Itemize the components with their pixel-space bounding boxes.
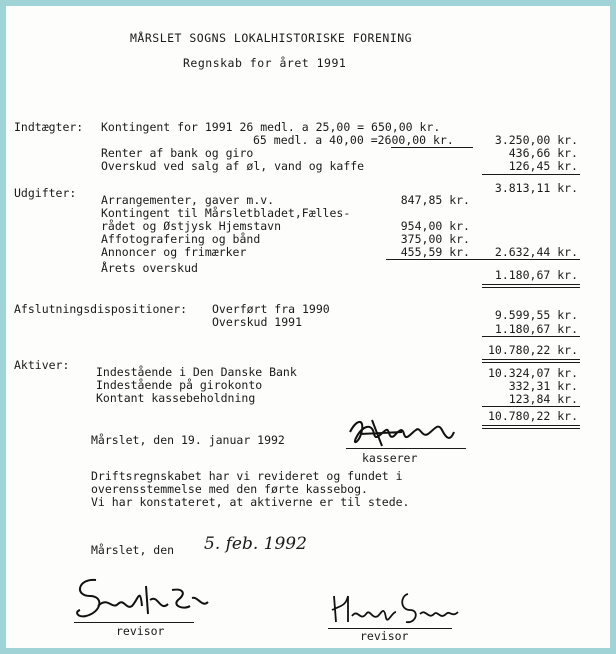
surplus-1991-amount: 1.180,67 kr.	[494, 322, 578, 336]
expense-desc: Annoncer og frimærker	[101, 245, 247, 259]
asset-amount: 123,84 kr.	[508, 392, 578, 406]
income-line-membership-65: 65 medl. a 40,00 =2600,00 kr.	[253, 133, 454, 147]
auditor-1-title: revisor	[116, 624, 165, 638]
underline	[391, 147, 473, 148]
annual-surplus-amount: 1.180,67 kr.	[494, 268, 578, 282]
treasurer-signature	[342, 412, 462, 452]
expenses-label: Udgifter:	[14, 186, 77, 200]
auditor-1-signature	[68, 566, 218, 626]
auditor-2-title: revisor	[360, 629, 409, 643]
accounts-document	[6, 6, 610, 648]
expenses-total: 2.632,44 kr.	[494, 245, 578, 259]
expense-desc: rådet og Østjysk Hjemstavn	[101, 219, 282, 233]
expense-desc: Arrangementer, gaver m.v.	[101, 193, 275, 207]
income-label: Indtægter:	[14, 120, 84, 134]
dispositions-total: 10.780,22 kr.	[487, 343, 578, 357]
underline	[386, 259, 580, 260]
surplus-1991-desc: Overskud 1991	[212, 315, 303, 329]
expense-amount: 375,00 kr.	[400, 232, 470, 246]
audit-place: Mårslet, den	[91, 543, 175, 557]
asset-amount: 332,31 kr.	[508, 379, 578, 393]
asset-desc: Indestående på girokonto	[96, 378, 263, 392]
income-sum: 3.813,11 kr.	[494, 181, 578, 195]
carried-over-desc: Overført fra 1990	[212, 302, 330, 316]
annual-surplus-label: Årets overskud	[101, 261, 198, 275]
expense-amount: 847,85 kr.	[400, 193, 470, 207]
treasurer-title: kasserer	[362, 451, 418, 465]
double-underline	[482, 425, 580, 429]
asset-desc: Kontant kassebeholdning	[96, 391, 256, 405]
underline	[482, 174, 580, 175]
income-membership-total: 3.250,00 kr.	[494, 133, 578, 147]
assets-label: Aktiver:	[14, 358, 70, 372]
underline	[482, 406, 580, 407]
expense-desc: Kontingent til Mårsletbladet,Fælles-	[101, 206, 351, 220]
income-line-membership-26: Kontingent for 1991 26 medl. a 25,00 = 650,00 kr.	[101, 120, 441, 134]
expense-desc: Affotografering og bånd	[101, 232, 261, 246]
document-title: Regnskab for året 1991	[183, 56, 347, 70]
handwritten-date: 5. feb. 1992	[204, 534, 307, 554]
asset-desc: Indestående i Den Danske Bank	[96, 365, 297, 379]
underline	[482, 336, 580, 337]
auditor-2-signature	[326, 586, 466, 630]
asset-amount: 10.324,07 kr.	[487, 366, 578, 380]
audit-text-line-2: overensstemmelse med den førte kassebog.	[91, 482, 368, 496]
income-sales-amount: 126,45 kr.	[508, 159, 578, 173]
dispositions-label: Afslutningsdispositioner:	[14, 302, 188, 316]
double-underline	[482, 359, 580, 363]
carried-over-amount: 9.599,55 kr.	[494, 308, 578, 322]
expense-amount: 954,00 kr.	[400, 219, 470, 233]
assets-total: 10.780,22 kr.	[487, 409, 578, 423]
income-interest-amount: 436,66 kr.	[508, 146, 578, 160]
income-line-interest: Renter af bank og giro	[101, 146, 254, 160]
double-underline	[482, 284, 580, 288]
income-line-sales: Overskud ved salg af øl, vand og kaffe	[101, 159, 365, 173]
expense-amount: 455,59 kr.	[400, 245, 470, 259]
audit-text-line-3: Vi har konstateret, at aktiverne er til stede.	[91, 495, 410, 509]
signature-line	[74, 622, 194, 623]
treasurer-place-date: Mårslet, den 19. januar 1992	[91, 433, 285, 447]
organization-name: MÅRSLET SOGNS LOKALHISTORISKE FORENING	[130, 31, 413, 45]
signature-line	[346, 448, 466, 449]
audit-text-line-1: Driftsregnskabet har vi revideret og fundet i	[91, 469, 403, 483]
